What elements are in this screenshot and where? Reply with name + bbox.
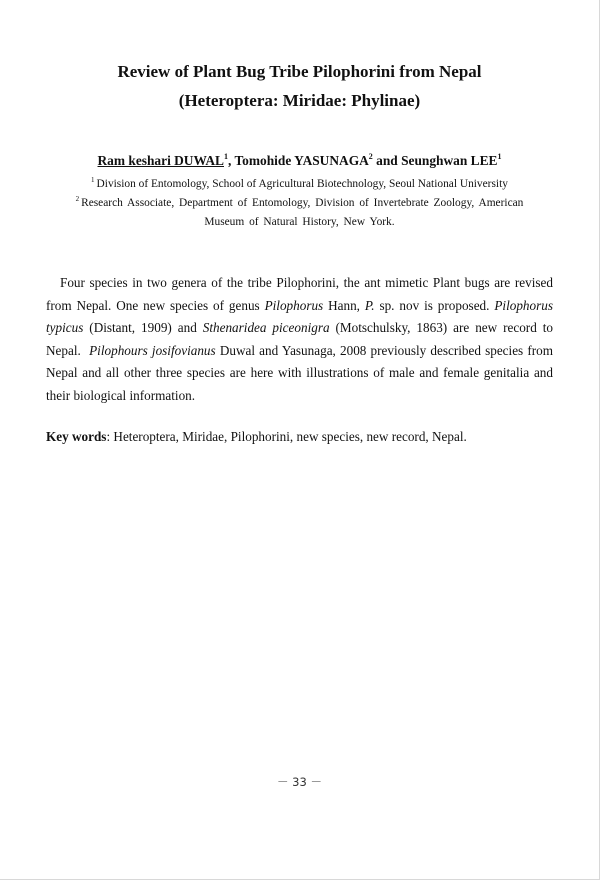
- abstract-text: sp. nov is proposed.: [374, 297, 495, 313]
- affiliation-text: Research Associate, Department of Entomology, Division of Invertebrate Zoology, American: [81, 197, 524, 209]
- abstract-italic-text: Pilophorus typicus: [46, 297, 553, 335]
- author-affiliation-mark: 1: [224, 152, 228, 161]
- abstract-text: Hann,: [323, 297, 365, 313]
- author-name: Tomohide YASUNAGA: [234, 153, 369, 168]
- abstract-text: (Motschulsky, 1863) are new record to Nepal.: [46, 320, 557, 358]
- title-line-2: (Heteroptera: Miridae: Phylinae): [178, 91, 421, 110]
- keywords-label: Key words: [46, 429, 107, 444]
- affiliation-text: Division of Entomology, School of Agricultural Biotechnology, Seoul National University: [96, 178, 508, 190]
- affiliation-mark: 2: [75, 195, 80, 203]
- author-affiliation-mark: 1: [497, 152, 502, 161]
- abstract-text: Four species in two genera of the tribe Pilophorini, the ant mimetic Plant bugs are revised from Nepal. One new species of genus: [46, 275, 553, 313]
- author-affiliation-mark: 2: [368, 152, 373, 161]
- page-number: － 33 －: [277, 775, 322, 789]
- abstract-text: (Distant, 1909) and: [83, 320, 203, 335]
- author-name: Seunghwan LEE: [401, 153, 498, 168]
- author-name: Ram keshari DUWAL: [97, 153, 224, 168]
- author-separator: and: [372, 153, 402, 168]
- abstract-italic-text: Pilophorus: [264, 297, 324, 313]
- author-list: [0, 152, 599, 170]
- abstract-italic-text: Pilophours josifovianus: [89, 342, 216, 358]
- affiliation-1: [60, 175, 539, 194]
- affiliation-mark: 1: [91, 176, 95, 184]
- affiliation-2: [60, 194, 539, 232]
- abstract-italic-text: P.: [364, 297, 375, 313]
- author-separator: ,: [228, 153, 235, 168]
- abstract-text: Duwal and Yasunaga, 2008 previously described species from Nepal and all other three species are here with illustrations of male and female genitalia and their biological information.: [46, 342, 553, 403]
- abstract-paragraph: [46, 272, 557, 407]
- title-line-1: Review of Plant Bug Tribe Pilophorini from Nepal: [117, 62, 482, 81]
- keywords-line: [46, 427, 553, 447]
- affiliation-text-continued: Museum of Natural History, New York.: [204, 216, 395, 228]
- abstract-italic-text: Sthenaridea piceonigra: [202, 320, 330, 335]
- paper-title: [40, 57, 559, 115]
- keywords-text: : Heteroptera, Miridae, Pilophorini, new species, new record, Nepal.: [106, 429, 467, 444]
